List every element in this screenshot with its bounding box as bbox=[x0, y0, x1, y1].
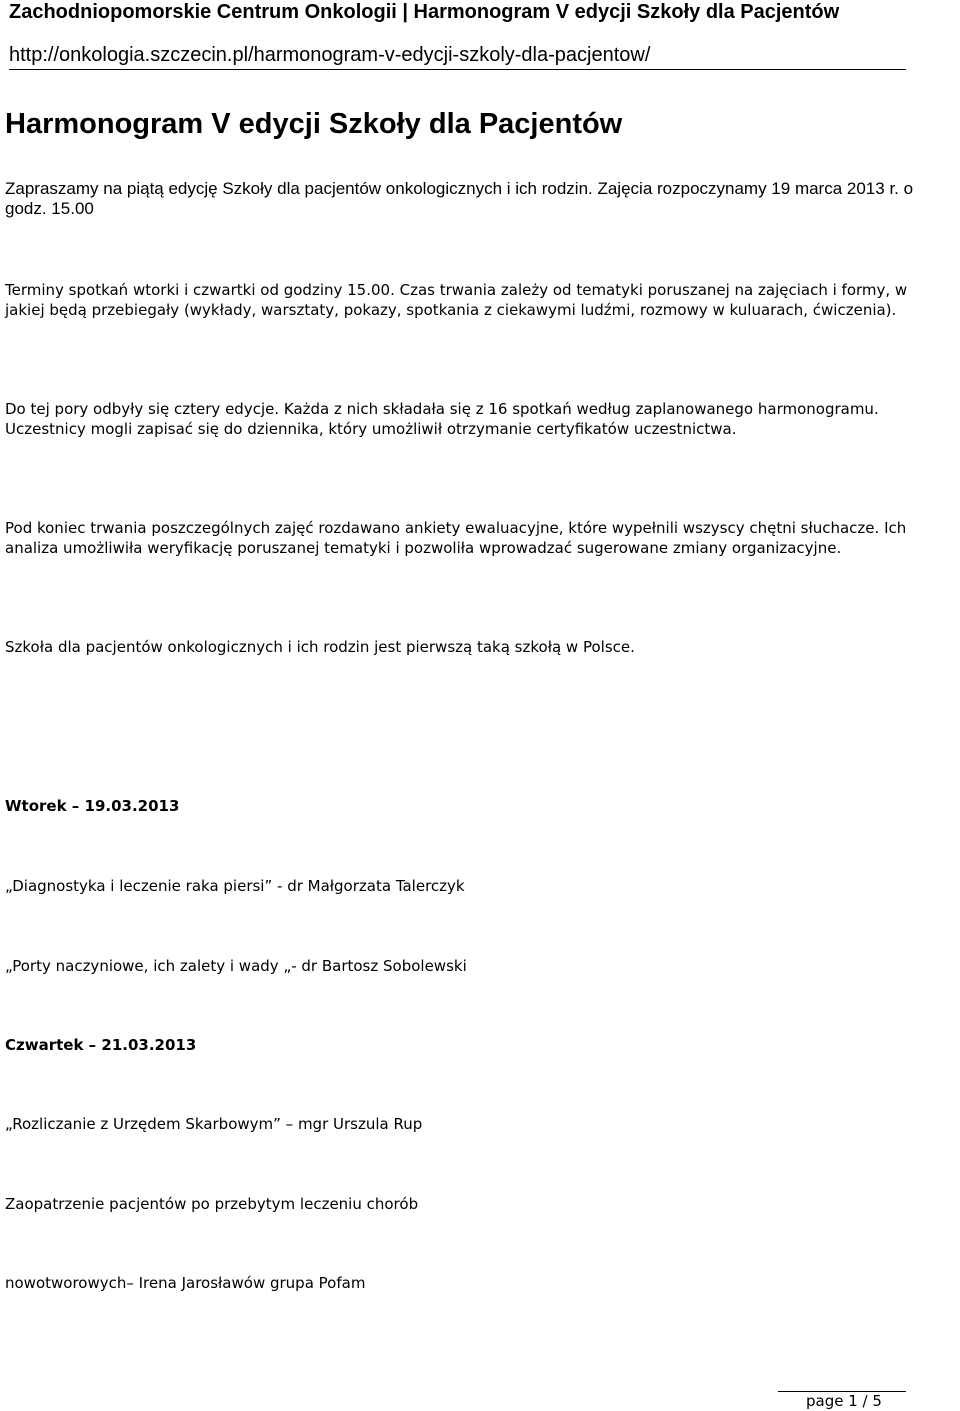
paragraph-first-school: Szkoła dla pacjentów onkologicznych i ich rodzin jest pierwszą taką szkołą w Polsce. bbox=[5, 638, 635, 656]
paragraph-history: Do tej pory odbyły się cztery edycje. Każda z nich składała się z 16 spotkań według zaplanowanego harmonogramu. Uczestnicy mogli zapisać się do dziennika, który umożliwił otrzymanie certyfikatów uczestnictwa. bbox=[5, 400, 879, 438]
header-divider bbox=[9, 69, 906, 70]
schedule-item: Zaopatrzenie pacjentów po przebytym leczeniu chorób bbox=[5, 1195, 419, 1213]
site-title: Zachodniopomorskie Centrum Onkologii | Harmonogram V edycji Szkoły dla Pacjentów bbox=[9, 1, 840, 23]
paragraph-evaluation: Pod koniec trwania poszczególnych zajęć rozdawano ankiety ewaluacyjne, które wypełnili wszyscy chętni słuchacze. Ich analiza umożliwiła weryfikację poruszanej tematyki i pozwoliła wprowadzać sugerowane zmiany organizacyjne. bbox=[5, 519, 907, 557]
page-title: Harmonogram V edycji Szkoły dla Pacjentów bbox=[5, 108, 623, 140]
paragraph-schedule-info: Terminy spotkań wtorki i czwartki od godziny 15.00. Czas trwania zależy od tematyki poruszanej na zajęciach i formy, w jakiej będą przebiegały (wykłady, warsztaty, pokazy, spotkania z ciekawymi ludźmi, rozmowy w kuluarach, ćwiczenia). bbox=[5, 281, 908, 319]
intro-paragraph: Zapraszamy na piątą edycję Szkoły dla pacjentów onkologicznych i ich rodzin. Zajęcia rozpoczynamy 19 marca 2013 r. o godz. 15.00 bbox=[5, 179, 914, 218]
schedule-item: „Diagnostyka i leczenie raka piersi” - dr Małgorzata Talerczyk bbox=[5, 877, 465, 895]
schedule-item: „Rozliczanie z Urzędem Skarbowym” – mgr Urszula Rup bbox=[5, 1115, 423, 1133]
page-url[interactable]: http://onkologia.szczecin.pl/harmonogram-v-edycji-szkoly-dla-pacjentow/ bbox=[9, 44, 651, 66]
schedule-day-heading: Czwartek – 21.03.2013 bbox=[5, 1036, 197, 1054]
schedule-item: „Porty naczyniowe, ich zalety i wady „- dr Bartosz Sobolewski bbox=[5, 957, 467, 975]
schedule-day-heading: Wtorek – 19.03.2013 bbox=[5, 797, 180, 815]
page-number: page 1 / 5 bbox=[806, 1392, 882, 1410]
schedule-item: nowotworowych– Irena Jarosławów grupa Pofam bbox=[5, 1274, 366, 1292]
